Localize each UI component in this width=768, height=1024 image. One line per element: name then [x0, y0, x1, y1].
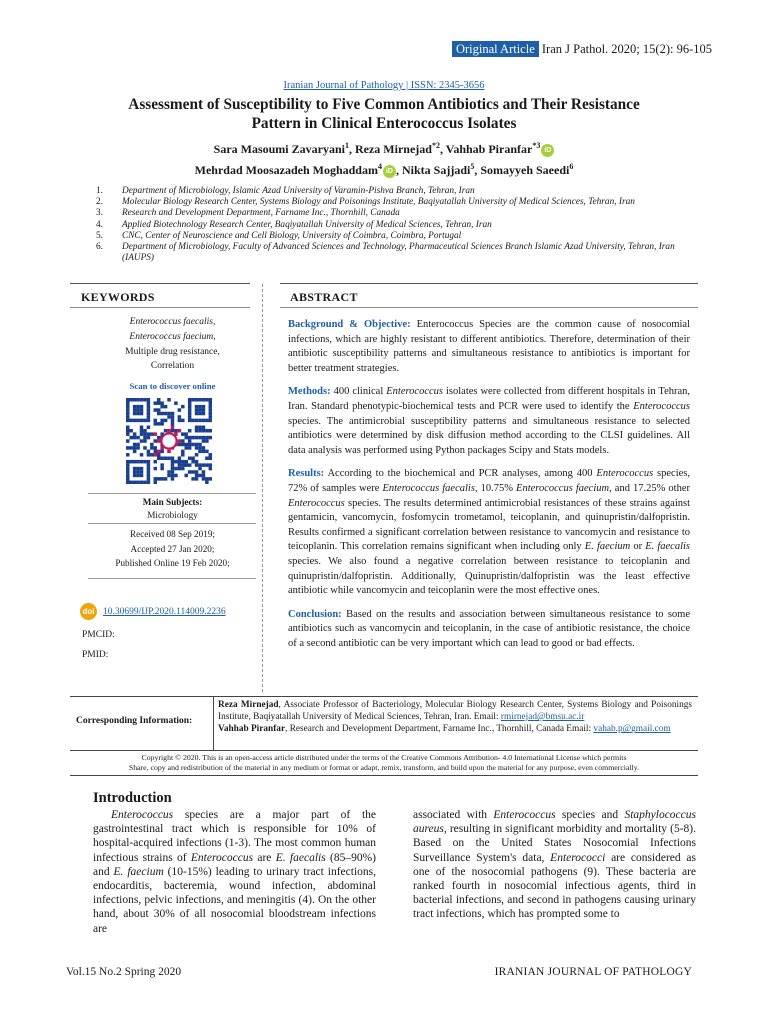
- sidebar-divider-3: [88, 578, 256, 579]
- copyright-notice: [70, 753, 698, 773]
- keyword-item[interactable]: Multiple drug resistance,: [125, 346, 220, 357]
- conclusion-label: Conclusion:: [288, 608, 342, 620]
- pmcid-label: PMCID:: [82, 630, 115, 640]
- citation: Iran J Pathol. 2020; 15(2): 96-105: [541, 42, 712, 56]
- text-run: (10-15%) leading to urinary tract infections, endocarditis, bacteremia, wound infection, abdominal infections, pelvic infections, and meningitis (4). On the other hand, about 30% of all nosocomial bloodstream infections are: [93, 865, 376, 935]
- corresponding-author-2: Vahhab Piranfar: [218, 724, 286, 735]
- author-name: Mehrdad Moosazadeh Moghaddam: [194, 163, 378, 177]
- text-run: associated with: [413, 809, 494, 821]
- affiliation-item: [96, 231, 696, 242]
- italic-term: Enterococcus: [190, 851, 254, 864]
- author-name: Nikta Sajjadi: [401, 163, 471, 177]
- italic-term: E. faecalis: [645, 541, 691, 553]
- corresponding-author-1-details: , Associate Professor of Bacteriology, Molecular Biology Research Center, Systems Biology and Poisonings Institute, Baqiyatallah University of Medical Sciences, Tehran, Iran. Email:: [218, 700, 693, 723]
- affiliation-text: Department of Microbiology, Islamic Azad University of Varamin-Pishva Branch, Tehran, Iran: [122, 186, 475, 196]
- corresponding-separator: [213, 697, 214, 750]
- column-separator: [262, 284, 263, 692]
- article-title: [60, 95, 708, 133]
- author-name: Sara Masoumi Zavaryani: [213, 142, 345, 156]
- doi-link[interactable]: 10.30699/IJP.2020.114009.2236: [103, 606, 226, 617]
- italic-term: Enterococcus: [111, 809, 174, 821]
- author-name: Somayyeh Saeedi: [480, 163, 570, 177]
- results-label: Results:: [288, 468, 325, 480]
- scan-label: Scan to discover online: [129, 381, 216, 391]
- footer-volume: Vol.15 No.2 Spring 2020: [66, 966, 182, 978]
- results-text: [288, 468, 690, 596]
- conclusion-text: Based on the results and association between simultaneous resistance to some antibiotics such as vancomycin and teicoplanin, in the case of antibiotic resistance, the choice of a second antibiotic can be very important which can lead to good or bad effects.: [288, 608, 691, 649]
- abstract-rule-top: [280, 283, 698, 284]
- text-run: species and: [555, 809, 625, 821]
- affiliation-text: CNC, Center of Neuroscience and Cell Biology, University of Coimbra, Coimbra, Portugal: [122, 230, 462, 241]
- italic-term: Enterococcus: [493, 809, 556, 821]
- affiliation-item: [96, 208, 696, 219]
- author-name: Reza Mirnejad: [354, 142, 432, 156]
- text-run: species. The antimicrobial susceptibility patterns and simultaneous resistance to selected antibiotics were determined by disk diffusion method according to the CLSI guidelines. All data analysis was performed using Python packages Scipy and Stats models.: [288, 415, 690, 456]
- author-affiliation-mark: 4: [377, 162, 382, 171]
- article-type-badge: Original Article: [452, 41, 539, 57]
- affiliations-list: [96, 186, 696, 264]
- methods-text: [288, 386, 690, 455]
- abstract-background: [288, 318, 690, 376]
- methods-label: Methods:: [288, 386, 331, 398]
- abstract-results: [288, 467, 690, 598]
- copyright-line-1: Copyright © 2020. This is an open-access article distributed under the terms of the Creative Commons Attribution- 4.0 International License which permits: [141, 753, 627, 762]
- text-run: (85–90%) and: [93, 851, 376, 878]
- abstract-body: [288, 318, 690, 660]
- italic-term: Enterococcus: [596, 468, 654, 480]
- text-run: species. The results determined antimicrobial resistances of these strains against gentamicin, vancomycin, fosfomycin trometamol, teicoplanin, and quinupristin/dalfopristin. Results confirmed a significant correlation between resistance to vancomycin and resistance to teicoplanin. This correlation remains significant when including only: [288, 497, 690, 553]
- email-link-2[interactable]: vahab.p@gmail.com: [593, 724, 671, 735]
- title-line-1: Assessment of Susceptibility to Five Common Antibiotics and Their Resistance: [128, 96, 640, 113]
- author-name: Vahhab Piranfar: [445, 142, 533, 156]
- author-separator: ,: [348, 142, 355, 156]
- author-line-1: [60, 141, 708, 157]
- keywords-rule-top: [70, 283, 250, 284]
- date-received: Received 08 Sep 2019;: [130, 529, 215, 539]
- abstract-rule-bottom: [280, 307, 698, 308]
- affiliation-text: Research and Development Department, Farname Inc., Thornhill, Canada: [122, 208, 400, 219]
- text-run: , and 17.25% other: [609, 482, 691, 494]
- italic-term: Enterococcus: [288, 497, 345, 509]
- author-separator: ,: [395, 163, 402, 177]
- copyright-rule: [70, 775, 698, 776]
- abstract-methods: [288, 385, 690, 458]
- affiliation-item: [96, 242, 696, 264]
- background-label: Background & Objective:: [288, 319, 411, 330]
- journal-link[interactable]: Iranian Journal of Pathology | ISSN: 2345-3656: [283, 80, 485, 91]
- keywords-heading: KEYWORDS: [81, 290, 155, 304]
- affiliation-number: 5.: [96, 230, 103, 241]
- italic-term: E. faecium: [113, 865, 164, 878]
- title-line-2: Pattern in Clinical Enterococcus Isolates: [251, 115, 517, 132]
- abstract-conclusion: [288, 608, 690, 652]
- text-run: are: [253, 851, 276, 864]
- affiliation-text: Molecular Biology Research Center, Systems Biology and Poisonings Institute, Baqiyatallah University of Medical Sciences, Tehran, Iran: [122, 197, 635, 208]
- affiliation-number: 3.: [96, 208, 103, 219]
- author-affiliation-mark: 1: [344, 141, 349, 150]
- italic-term: Enterococcus faecalis: [382, 482, 475, 494]
- article-header: [452, 42, 712, 57]
- pmid-label: PMID:: [82, 650, 109, 660]
- italic-term: Enterococcus faecium: [516, 482, 610, 494]
- author-separator: ,: [439, 142, 446, 156]
- date-accepted: Accepted 27 Jan 2020;: [130, 543, 215, 554]
- italic-term: Staphylococcus aureus: [413, 809, 696, 836]
- text-run: species are a major part of the gastrointestinal tract which is responsible for 10% of hospital-acquired infections (1-3). The most common human infectious strains of: [93, 809, 376, 864]
- orcid-icon[interactable]: iD: [383, 165, 396, 178]
- text-run: According to the biochemical and PCR analyses, among 400: [327, 468, 597, 480]
- text-run: , 10.75%: [474, 482, 517, 494]
- keywords-list: [90, 315, 255, 374]
- background-text: Enterococcus Species are the common cause of nosocomial infections, which are highly resistant to different antibiotics. Therefore, determination of their antibiotic susceptibility patterns and simultaneous resistance to antibiotics is important for better treatment strategies.: [288, 319, 691, 374]
- introduction-column-1: [93, 808, 376, 936]
- email-link-1[interactable]: rmirnejad@bmsu.ac.ir: [500, 712, 585, 723]
- introduction-heading: Introduction: [93, 790, 172, 806]
- text-run: are considered as one of the nosocomial pathogens (9). These bacteria are ranked fourth in nosocomial infectious agents, third in bacterial infections, and second in pathogens causing urinary tract infections, which has prompted some to: [413, 851, 696, 921]
- italic-term: Enterococci: [550, 851, 606, 864]
- text-run: species, 72% of samples were: [288, 468, 690, 494]
- affiliation-number: 1.: [96, 186, 103, 196]
- affiliation-item: [96, 186, 696, 197]
- text-run: isolates were collected from different hospitals in Tehran, Iran. Standard phenotypic-biochemical tests and PCR were used to identify the: [288, 386, 691, 412]
- italic-term: Enterococcus: [633, 400, 690, 412]
- text-run: , resulting in significant morbidity and mortality (5-8). Based on the United States Nosocomial Infections Surveillance System's data,: [413, 823, 696, 864]
- text-run: or: [630, 541, 646, 553]
- corresponding-author-2-details: , Research and Development Department, Farname Inc., Thornhill, Canada Email:: [285, 724, 594, 735]
- author-affiliation-mark: *3: [532, 141, 541, 150]
- corresponding-label: Corresponding Information:: [76, 716, 193, 726]
- abstract-heading: ABSTRACT: [290, 290, 358, 304]
- italic-term: E. faecalis: [275, 851, 326, 864]
- qr-code-icon[interactable]: [126, 398, 212, 484]
- footer-journal: IRANIAN JOURNAL OF PATHOLOGY: [494, 966, 692, 978]
- sidebar-divider: [88, 493, 256, 494]
- doi-icon: doi: [80, 603, 97, 620]
- italic-term: E. faecium: [584, 541, 631, 553]
- affiliation-text: Department of Microbiology, Faculty of Advanced Sciences and Technology, Pharmaceutical Sciences Branch Islamic Azad University, Tehran, Iran (IAUPS): [122, 242, 675, 264]
- keyword-item[interactable]: Enterococcus faecium,: [129, 331, 216, 342]
- corresponding-author-1: Reza Mirnejad: [218, 700, 279, 710]
- main-subjects-value: Microbiology: [147, 510, 198, 520]
- article-dates: [90, 527, 255, 571]
- text-run: species. We also found a negative correlation between resistance to teicoplanin and quinupristin/dalfopristin. Additionally, Quinupristin/dalfopristin was the least effective antibiotic while vancomycin and teicoplanin were the most effective ones.: [288, 555, 690, 597]
- affiliation-item: [96, 220, 696, 231]
- author-affiliation-mark: 6: [569, 162, 574, 171]
- author-affiliation-mark: 5: [470, 162, 475, 171]
- main-subjects: [90, 496, 255, 522]
- introduction-column-2: [413, 808, 696, 922]
- text-run: 400 clinical: [333, 386, 387, 398]
- author-separator: ,: [474, 163, 481, 177]
- author-affiliation-mark: *2: [431, 141, 440, 150]
- copyright-line-2: Share, copy and redistribution of the material in any medium or format or adapt, remix, transform, and build upon the material for any purpose, even commercially.: [128, 763, 640, 772]
- affiliation-number: 2.: [96, 197, 103, 208]
- affiliation-number: 6.: [96, 242, 103, 253]
- corresponding-text: [218, 699, 692, 736]
- keywords-rule-bottom: [70, 307, 250, 308]
- sidebar-divider-2: [88, 523, 256, 524]
- date-published: Published Online 19 Feb 2020;: [115, 558, 230, 568]
- author-line-2: [60, 162, 708, 178]
- affiliation-text: Applied Biotechnology Research Center, Baqiyatallah University of Medical Sciences, Tehran, Iran: [122, 219, 492, 230]
- affiliation-item: [96, 197, 696, 208]
- affiliation-number: 4.: [96, 219, 103, 230]
- orcid-icon[interactable]: iD: [541, 144, 554, 157]
- doi-row: [80, 603, 226, 620]
- italic-term: Enterococcus: [386, 386, 443, 398]
- main-subjects-label: Main Subjects:: [142, 497, 203, 507]
- keyword-item[interactable]: Correlation: [150, 361, 195, 372]
- keyword-item[interactable]: Enterococcus faecalis,: [129, 317, 216, 327]
